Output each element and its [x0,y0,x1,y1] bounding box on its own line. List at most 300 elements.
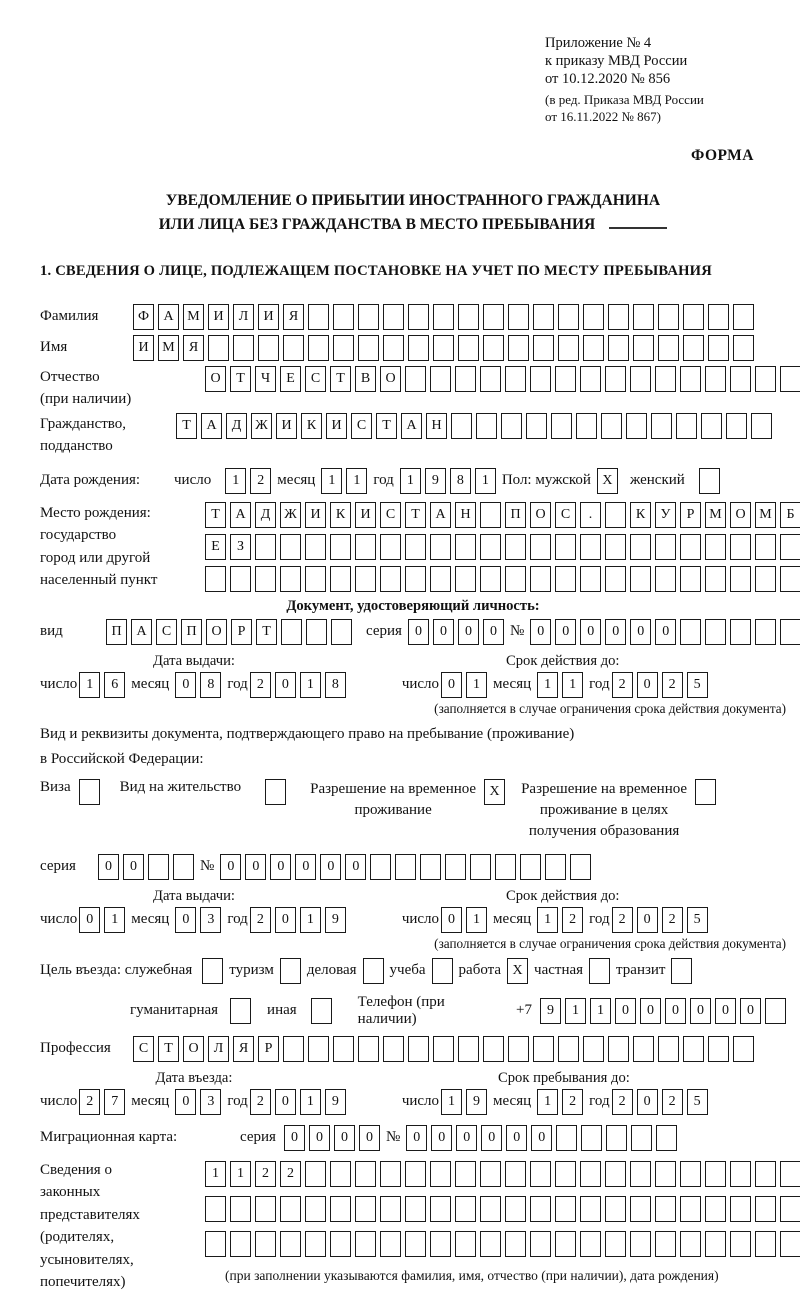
char-cell[interactable]: О [730,502,751,528]
char-cell[interactable]: И [305,502,326,528]
char-cell[interactable] [305,1161,326,1187]
char-cell[interactable]: 0 [530,619,551,645]
char-cell[interactable] [630,1196,651,1222]
char-cell[interactable] [658,335,679,361]
char-cell[interactable] [255,534,276,560]
char-cell[interactable] [583,1036,604,1062]
char-cell[interactable]: 7 [104,1089,125,1115]
char-cell[interactable] [230,1231,251,1257]
char-cell[interactable]: Б [780,502,800,528]
char-cell[interactable] [331,619,352,645]
char-cell[interactable]: Н [426,413,447,439]
char-cell[interactable] [680,1161,701,1187]
char-cell[interactable]: Т [205,502,226,528]
char-cell[interactable]: П [181,619,202,645]
char-cell[interactable] [701,413,722,439]
char-cell[interactable] [455,534,476,560]
char-cell[interactable]: 0 [175,672,196,698]
char-cell[interactable] [730,1231,751,1257]
char-cell[interactable] [730,534,751,560]
char-cell[interactable]: М [705,502,726,528]
char-cell[interactable]: 0 [630,619,651,645]
char-cell[interactable] [580,1196,601,1222]
char-cell[interactable] [380,566,401,592]
char-cell[interactable] [408,335,429,361]
char-cell[interactable] [395,854,416,880]
char-cell[interactable]: 2 [250,672,271,698]
char-cell[interactable] [730,1161,751,1187]
char-cell[interactable] [258,335,279,361]
char-cell[interactable] [280,1231,301,1257]
char-cell[interactable] [505,1161,526,1187]
char-cell[interactable]: 0 [220,854,241,880]
char-cell[interactable]: М [183,304,204,330]
char-cell[interactable]: 2 [612,672,633,698]
char-cell[interactable]: М [158,335,179,361]
char-cell[interactable] [631,1125,652,1151]
char-cell[interactable]: 2 [612,907,633,933]
char-cell[interactable] [311,998,332,1024]
char-cell[interactable]: Н [455,502,476,528]
char-cell[interactable] [281,619,302,645]
char-cell[interactable]: 0 [441,907,462,933]
char-cell[interactable] [605,566,626,592]
char-cell[interactable] [480,502,501,528]
char-cell[interactable] [555,1161,576,1187]
char-cell[interactable] [680,366,701,392]
char-cell[interactable] [708,335,729,361]
char-cell[interactable]: 0 [615,998,636,1024]
char-cell[interactable]: О [380,366,401,392]
char-cell[interactable] [405,1231,426,1257]
char-cell[interactable] [705,366,726,392]
char-cell[interactable]: 1 [225,468,246,494]
char-cell[interactable] [580,566,601,592]
char-cell[interactable] [633,335,654,361]
char-cell[interactable] [755,619,776,645]
char-cell[interactable]: 0 [275,672,296,698]
char-cell[interactable]: А [401,413,422,439]
char-cell[interactable]: О [530,502,551,528]
char-cell[interactable]: 2 [255,1161,276,1187]
char-cell[interactable] [508,1036,529,1062]
char-cell[interactable] [358,1036,379,1062]
char-cell[interactable]: 1 [400,468,421,494]
char-cell[interactable] [480,1231,501,1257]
char-cell[interactable] [545,854,566,880]
char-cell[interactable]: Ф [133,304,154,330]
char-cell[interactable] [751,413,772,439]
char-cell[interactable] [355,566,376,592]
char-cell[interactable]: 2 [662,1089,683,1115]
char-cell[interactable] [755,534,776,560]
char-cell[interactable] [605,502,626,528]
char-cell[interactable] [383,335,404,361]
char-cell[interactable]: Р [258,1036,279,1062]
char-cell[interactable]: 1 [537,907,558,933]
char-cell[interactable]: 0 [456,1125,477,1151]
char-cell[interactable] [780,366,800,392]
char-cell[interactable]: 2 [562,907,583,933]
char-cell[interactable]: Т [405,502,426,528]
char-cell[interactable]: М [755,502,776,528]
char-cell[interactable] [505,566,526,592]
char-cell[interactable]: Е [280,366,301,392]
char-cell[interactable]: 0 [284,1125,305,1151]
char-cell[interactable]: Е [205,534,226,560]
char-cell[interactable]: А [131,619,152,645]
char-cell[interactable] [380,1231,401,1257]
char-cell[interactable] [306,619,327,645]
char-cell[interactable] [330,566,351,592]
char-cell[interactable]: 0 [79,907,100,933]
char-cell[interactable] [755,566,776,592]
char-cell[interactable]: 0 [481,1125,502,1151]
char-cell[interactable] [505,1231,526,1257]
char-cell[interactable]: И [258,304,279,330]
char-cell[interactable] [580,366,601,392]
char-cell[interactable] [556,1125,577,1151]
char-cell[interactable] [733,304,754,330]
char-cell[interactable]: С [305,366,326,392]
char-cell[interactable] [630,534,651,560]
char-cell[interactable] [483,335,504,361]
char-cell[interactable] [383,304,404,330]
char-cell[interactable]: Ж [280,502,301,528]
char-cell[interactable] [79,779,100,805]
char-cell[interactable] [458,1036,479,1062]
char-cell[interactable] [530,1231,551,1257]
char-cell[interactable] [605,366,626,392]
char-cell[interactable] [580,1231,601,1257]
char-cell[interactable] [533,335,554,361]
char-cell[interactable] [355,1196,376,1222]
char-cell[interactable] [576,413,597,439]
char-cell[interactable]: 0 [359,1125,380,1151]
char-cell[interactable] [755,1161,776,1187]
char-cell[interactable] [605,1161,626,1187]
char-cell[interactable]: X [507,958,528,984]
char-cell[interactable] [430,566,451,592]
char-cell[interactable]: 1 [346,468,367,494]
char-cell[interactable] [730,366,751,392]
char-cell[interactable] [405,534,426,560]
char-cell[interactable] [730,619,751,645]
char-cell[interactable] [173,854,194,880]
char-cell[interactable] [780,1161,800,1187]
char-cell[interactable] [480,1196,501,1222]
char-cell[interactable]: И [133,335,154,361]
char-cell[interactable] [708,1036,729,1062]
char-cell[interactable]: 0 [123,854,144,880]
char-cell[interactable] [280,958,301,984]
char-cell[interactable]: С [133,1036,154,1062]
char-cell[interactable] [655,1196,676,1222]
char-cell[interactable] [230,998,251,1024]
char-cell[interactable]: 0 [740,998,761,1024]
char-cell[interactable] [656,1125,677,1151]
char-cell[interactable]: 5 [687,672,708,698]
char-cell[interactable]: 0 [715,998,736,1024]
char-cell[interactable]: 0 [441,672,462,698]
char-cell[interactable] [630,566,651,592]
char-cell[interactable]: 1 [475,468,496,494]
char-cell[interactable] [733,335,754,361]
char-cell[interactable]: 1 [104,907,125,933]
char-cell[interactable]: 0 [458,619,479,645]
char-cell[interactable]: 0 [580,619,601,645]
char-cell[interactable]: В [355,366,376,392]
char-cell[interactable] [683,335,704,361]
char-cell[interactable] [755,1231,776,1257]
char-cell[interactable] [655,366,676,392]
char-cell[interactable]: X [597,468,618,494]
char-cell[interactable] [455,1196,476,1222]
char-cell[interactable]: К [330,502,351,528]
char-cell[interactable] [655,1231,676,1257]
char-cell[interactable] [230,566,251,592]
char-cell[interactable] [508,335,529,361]
char-cell[interactable]: З [230,534,251,560]
char-cell[interactable]: Р [231,619,252,645]
char-cell[interactable]: Л [233,304,254,330]
char-cell[interactable] [533,1036,554,1062]
char-cell[interactable] [230,1196,251,1222]
char-cell[interactable]: 8 [200,672,221,698]
char-cell[interactable]: 0 [531,1125,552,1151]
char-cell[interactable]: 0 [555,619,576,645]
char-cell[interactable] [705,534,726,560]
char-cell[interactable]: 0 [408,619,429,645]
char-cell[interactable] [705,1196,726,1222]
char-cell[interactable]: 0 [640,998,661,1024]
char-cell[interactable]: 1 [466,907,487,933]
char-cell[interactable] [255,1231,276,1257]
char-cell[interactable] [408,304,429,330]
char-cell[interactable] [570,854,591,880]
char-cell[interactable]: 2 [250,907,271,933]
char-cell[interactable] [658,304,679,330]
char-cell[interactable] [433,335,454,361]
char-cell[interactable] [733,1036,754,1062]
char-cell[interactable]: 2 [612,1089,633,1115]
char-cell[interactable] [308,1036,329,1062]
char-cell[interactable]: Т [376,413,397,439]
char-cell[interactable] [655,534,676,560]
char-cell[interactable]: 0 [98,854,119,880]
char-cell[interactable] [430,534,451,560]
char-cell[interactable]: 0 [345,854,366,880]
char-cell[interactable] [408,1036,429,1062]
char-cell[interactable]: 3 [200,1089,221,1115]
char-cell[interactable] [255,566,276,592]
char-cell[interactable] [363,958,384,984]
char-cell[interactable] [699,468,720,494]
char-cell[interactable] [305,534,326,560]
char-cell[interactable] [501,413,522,439]
title-blank-underline[interactable] [609,215,667,229]
char-cell[interactable]: А [230,502,251,528]
char-cell[interactable] [580,1161,601,1187]
char-cell[interactable] [601,413,622,439]
char-cell[interactable] [680,619,701,645]
char-cell[interactable]: 0 [175,907,196,933]
char-cell[interactable] [451,413,472,439]
char-cell[interactable]: 0 [295,854,316,880]
char-cell[interactable]: 0 [506,1125,527,1151]
char-cell[interactable]: 0 [270,854,291,880]
char-cell[interactable]: 1 [321,468,342,494]
char-cell[interactable]: 1 [300,672,321,698]
char-cell[interactable]: К [301,413,322,439]
char-cell[interactable]: 0 [275,907,296,933]
char-cell[interactable]: 5 [687,1089,708,1115]
char-cell[interactable] [455,366,476,392]
char-cell[interactable] [705,1231,726,1257]
char-cell[interactable]: 0 [637,907,658,933]
char-cell[interactable]: 2 [662,672,683,698]
char-cell[interactable] [480,1161,501,1187]
char-cell[interactable] [148,854,169,880]
char-cell[interactable] [606,1125,627,1151]
char-cell[interactable]: 1 [590,998,611,1024]
char-cell[interactable] [630,366,651,392]
char-cell[interactable] [676,413,697,439]
char-cell[interactable] [705,1161,726,1187]
char-cell[interactable] [726,413,747,439]
char-cell[interactable] [630,1161,651,1187]
char-cell[interactable] [558,1036,579,1062]
char-cell[interactable]: С [156,619,177,645]
char-cell[interactable] [430,366,451,392]
char-cell[interactable] [355,1161,376,1187]
char-cell[interactable]: 1 [537,672,558,698]
char-cell[interactable] [533,304,554,330]
char-cell[interactable] [455,1161,476,1187]
char-cell[interactable]: А [201,413,222,439]
char-cell[interactable] [330,1231,351,1257]
char-cell[interactable]: 9 [540,998,561,1024]
char-cell[interactable] [333,335,354,361]
char-cell[interactable] [355,534,376,560]
char-cell[interactable]: 1 [565,998,586,1024]
char-cell[interactable] [530,566,551,592]
char-cell[interactable]: И [355,502,376,528]
char-cell[interactable] [555,534,576,560]
char-cell[interactable]: 9 [466,1089,487,1115]
char-cell[interactable] [476,413,497,439]
char-cell[interactable] [205,566,226,592]
char-cell[interactable]: 6 [104,672,125,698]
char-cell[interactable]: Т [256,619,277,645]
char-cell[interactable] [470,854,491,880]
char-cell[interactable]: Т [158,1036,179,1062]
char-cell[interactable] [330,1196,351,1222]
char-cell[interactable]: 0 [637,672,658,698]
char-cell[interactable]: 2 [280,1161,301,1187]
char-cell[interactable] [255,1196,276,1222]
char-cell[interactable] [480,566,501,592]
char-cell[interactable] [455,566,476,592]
char-cell[interactable]: Т [330,366,351,392]
char-cell[interactable] [780,1231,800,1257]
char-cell[interactable] [305,1196,326,1222]
char-cell[interactable]: Ч [255,366,276,392]
char-cell[interactable] [730,566,751,592]
char-cell[interactable]: X [484,779,505,805]
char-cell[interactable] [651,413,672,439]
char-cell[interactable] [530,1161,551,1187]
char-cell[interactable] [683,304,704,330]
char-cell[interactable] [308,335,329,361]
char-cell[interactable] [405,1161,426,1187]
char-cell[interactable] [580,534,601,560]
char-cell[interactable]: 8 [450,468,471,494]
char-cell[interactable]: 2 [562,1089,583,1115]
char-cell[interactable] [680,1196,701,1222]
char-cell[interactable] [358,304,379,330]
char-cell[interactable] [555,1196,576,1222]
char-cell[interactable] [505,1196,526,1222]
char-cell[interactable]: А [430,502,451,528]
char-cell[interactable] [558,304,579,330]
char-cell[interactable] [208,335,229,361]
char-cell[interactable]: 1 [300,1089,321,1115]
char-cell[interactable]: П [505,502,526,528]
char-cell[interactable]: 0 [309,1125,330,1151]
char-cell[interactable] [671,958,692,984]
char-cell[interactable] [680,566,701,592]
char-cell[interactable]: 9 [325,1089,346,1115]
char-cell[interactable]: 0 [690,998,711,1024]
char-cell[interactable]: П [106,619,127,645]
char-cell[interactable] [658,1036,679,1062]
char-cell[interactable] [605,1231,626,1257]
char-cell[interactable]: 0 [483,619,504,645]
char-cell[interactable] [683,1036,704,1062]
char-cell[interactable]: 0 [320,854,341,880]
char-cell[interactable] [433,304,454,330]
char-cell[interactable] [308,304,329,330]
char-cell[interactable]: 1 [562,672,583,698]
char-cell[interactable] [265,779,286,805]
char-cell[interactable] [205,1231,226,1257]
char-cell[interactable] [330,1161,351,1187]
char-cell[interactable] [780,619,800,645]
char-cell[interactable] [608,1036,629,1062]
char-cell[interactable]: 2 [250,468,271,494]
char-cell[interactable] [583,304,604,330]
char-cell[interactable] [405,1196,426,1222]
char-cell[interactable] [780,1196,800,1222]
char-cell[interactable]: Д [226,413,247,439]
char-cell[interactable] [280,1196,301,1222]
char-cell[interactable]: 0 [665,998,686,1024]
char-cell[interactable]: И [276,413,297,439]
char-cell[interactable] [370,854,391,880]
char-cell[interactable] [433,1036,454,1062]
char-cell[interactable] [708,304,729,330]
char-cell[interactable] [655,1161,676,1187]
char-cell[interactable]: 0 [275,1089,296,1115]
char-cell[interactable] [480,366,501,392]
char-cell[interactable]: 0 [433,619,454,645]
char-cell[interactable] [695,779,716,805]
char-cell[interactable] [305,1231,326,1257]
char-cell[interactable]: 2 [250,1089,271,1115]
char-cell[interactable]: Л [208,1036,229,1062]
char-cell[interactable]: 1 [537,1089,558,1115]
